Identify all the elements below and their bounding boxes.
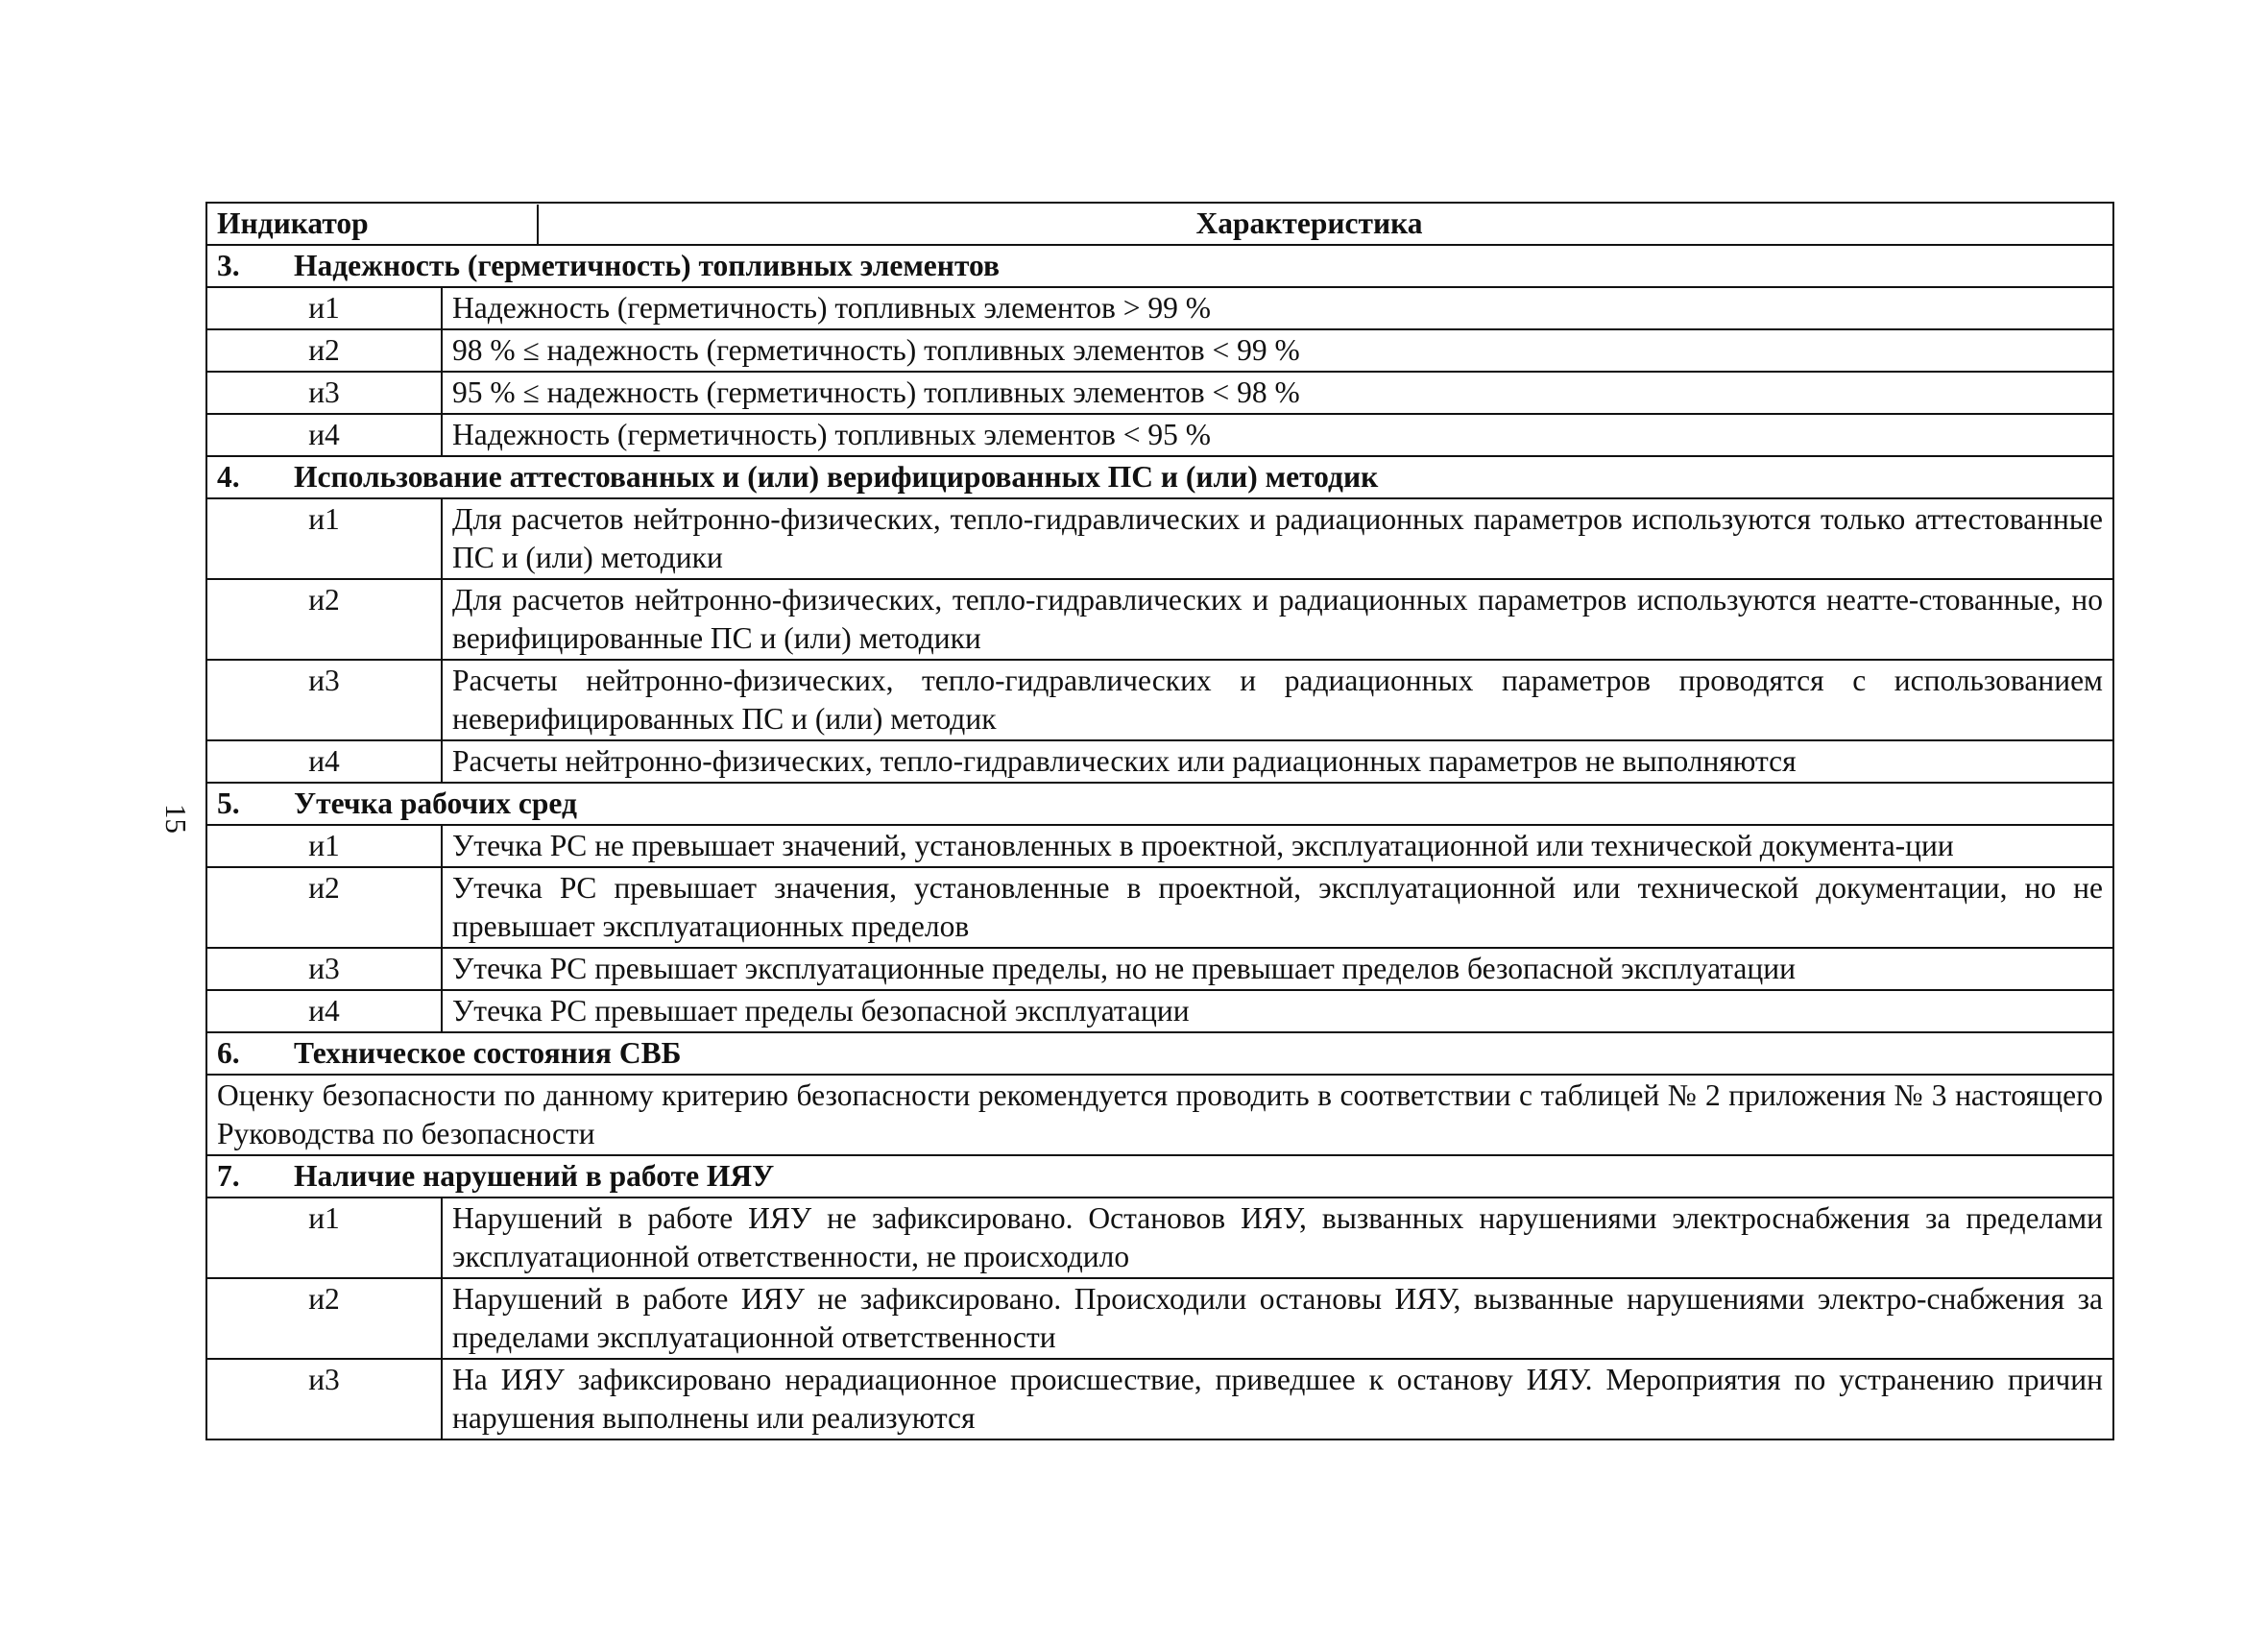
- section-3-header: [206, 245, 2113, 287]
- indicator-cell: и3: [206, 1359, 442, 1439]
- section-title: Утечка рабочих сред: [294, 786, 577, 820]
- table-row: [206, 948, 2113, 990]
- indicator-cell: и4: [206, 414, 442, 456]
- section-5-header: [206, 783, 2113, 825]
- characteristic-cell: Для расчетов нейтронно-физических, тепло-гидравлических и радиационных параметров используются неатте-стованные, но верифицированные ПС и (или) методики: [442, 579, 2113, 660]
- section-number: 5.: [217, 786, 240, 820]
- section-title: Надежность (герметичность) топливных элементов: [294, 249, 1000, 282]
- table-row: [206, 1278, 2113, 1359]
- characteristic-cell: Расчеты нейтронно-физических, тепло-гидравлических и радиационных параметров проводятся с использованием неверифицированных ПС и (или) методик: [442, 660, 2113, 740]
- characteristic-cell: Для расчетов нейтронно-физических, тепло-гидравлических и радиационных параметров используются только аттестованные ПС и (или) методики: [442, 498, 2113, 579]
- characteristic-cell: 95 % ≤ надежность (герметичность) топливных элементов < 98 %: [442, 372, 2113, 414]
- characteristic-cell: Нарушений в работе ИЯУ не зафиксировано. Остановов ИЯУ, вызванных нарушениями электроснабжения за пределами эксплуатационной ответственности, не происходило: [442, 1197, 2113, 1278]
- table-row: [206, 740, 2113, 783]
- indicator-cell: и1: [206, 825, 442, 867]
- characteristic-cell: Утечка PC превышает пределы безопасной эксплуатации: [442, 990, 2113, 1032]
- header-characteristic: Характеристика: [1195, 206, 1423, 240]
- indicator-cell: и4: [206, 990, 442, 1032]
- table-row: [206, 990, 2113, 1032]
- indicator-cell: и2: [206, 329, 442, 372]
- indicator-cell: и3: [206, 372, 442, 414]
- characteristic-cell: Нарушений в работе ИЯУ не зафиксировано. Происходили остановы ИЯУ, вызванные нарушениями электро-снабжения за пределами эксплуатационной ответственности: [442, 1278, 2113, 1359]
- indicator-cell: и3: [206, 948, 442, 990]
- characteristic-cell: Утечка PC превышает значения, установленные в проектной, эксплуатационной или технической документации, но не превышает эксплуатационных пределов: [442, 867, 2113, 948]
- section-number: 3.: [217, 249, 240, 282]
- section-number: 4.: [217, 460, 240, 494]
- indicator-cell: и2: [206, 867, 442, 948]
- indicator-cell: и1: [206, 287, 442, 329]
- section-title: Наличие нарушений в работе ИЯУ: [294, 1159, 775, 1193]
- table-row: [206, 1359, 2113, 1439]
- section-6-note-row: [206, 1075, 2113, 1155]
- table-row: [206, 498, 2113, 579]
- header-indicator: Индикатор: [207, 205, 539, 244]
- section-title: Использование аттестованных и (или) верифицированных ПС и (или) методик: [294, 460, 1379, 494]
- section-number: 6.: [217, 1036, 240, 1070]
- table-row: [206, 287, 2113, 329]
- table-row: [206, 867, 2113, 948]
- characteristic-cell: Надежность (герметичность) топливных элементов > 99 %: [442, 287, 2113, 329]
- indicator-cell: и2: [206, 1278, 442, 1359]
- characteristic-cell: Надежность (герметичность) топливных элементов < 95 %: [442, 414, 2113, 456]
- table-row: [206, 579, 2113, 660]
- characteristic-cell: Утечка PC превышает эксплуатационные пределы, но не превышает пределов безопасной эксплуатации: [442, 948, 2113, 990]
- table-row: [206, 329, 2113, 372]
- section-number: 7.: [217, 1159, 240, 1193]
- indicator-cell: и1: [206, 498, 442, 579]
- characteristic-cell: Расчеты нейтронно-физических, тепло-гидравлических или радиационных параметров не выполняются: [442, 740, 2113, 783]
- section-6-header: [206, 1032, 2113, 1075]
- table-row: [206, 660, 2113, 740]
- section-title: Техническое состояния СВБ: [294, 1036, 682, 1070]
- indicators-table: [205, 202, 2114, 1440]
- indicator-cell: и1: [206, 1197, 442, 1278]
- section-4-header: [206, 456, 2113, 498]
- table-row: [206, 825, 2113, 867]
- indicator-cell: и3: [206, 660, 442, 740]
- section-note: Оценку безопасности по данному критерию безопасности рекомендуется проводить в соответствии с таблицей № 2 приложения № 3 настоящего Руководства по безопасности: [206, 1075, 2113, 1155]
- characteristic-cell: На ИЯУ зафиксировано нерадиационное происшествие, приведшее к останову ИЯУ. Мероприятия по устранению причин нарушения выполнены или реализуются: [442, 1359, 2113, 1439]
- table-row: [206, 1197, 2113, 1278]
- indicator-cell: и2: [206, 579, 442, 660]
- section-7-header: [206, 1155, 2113, 1197]
- table-row: [206, 372, 2113, 414]
- table-row: [206, 414, 2113, 456]
- indicator-cell: и4: [206, 740, 442, 783]
- characteristic-cell: Утечка PC не превышает значений, установленных в проектной, эксплуатационной или технической документа-ции: [442, 825, 2113, 867]
- characteristic-cell: 98 % ≤ надежность (герметичность) топливных элементов < 99 %: [442, 329, 2113, 372]
- table-header-row: [206, 203, 2113, 245]
- page-number: 15: [159, 804, 193, 834]
